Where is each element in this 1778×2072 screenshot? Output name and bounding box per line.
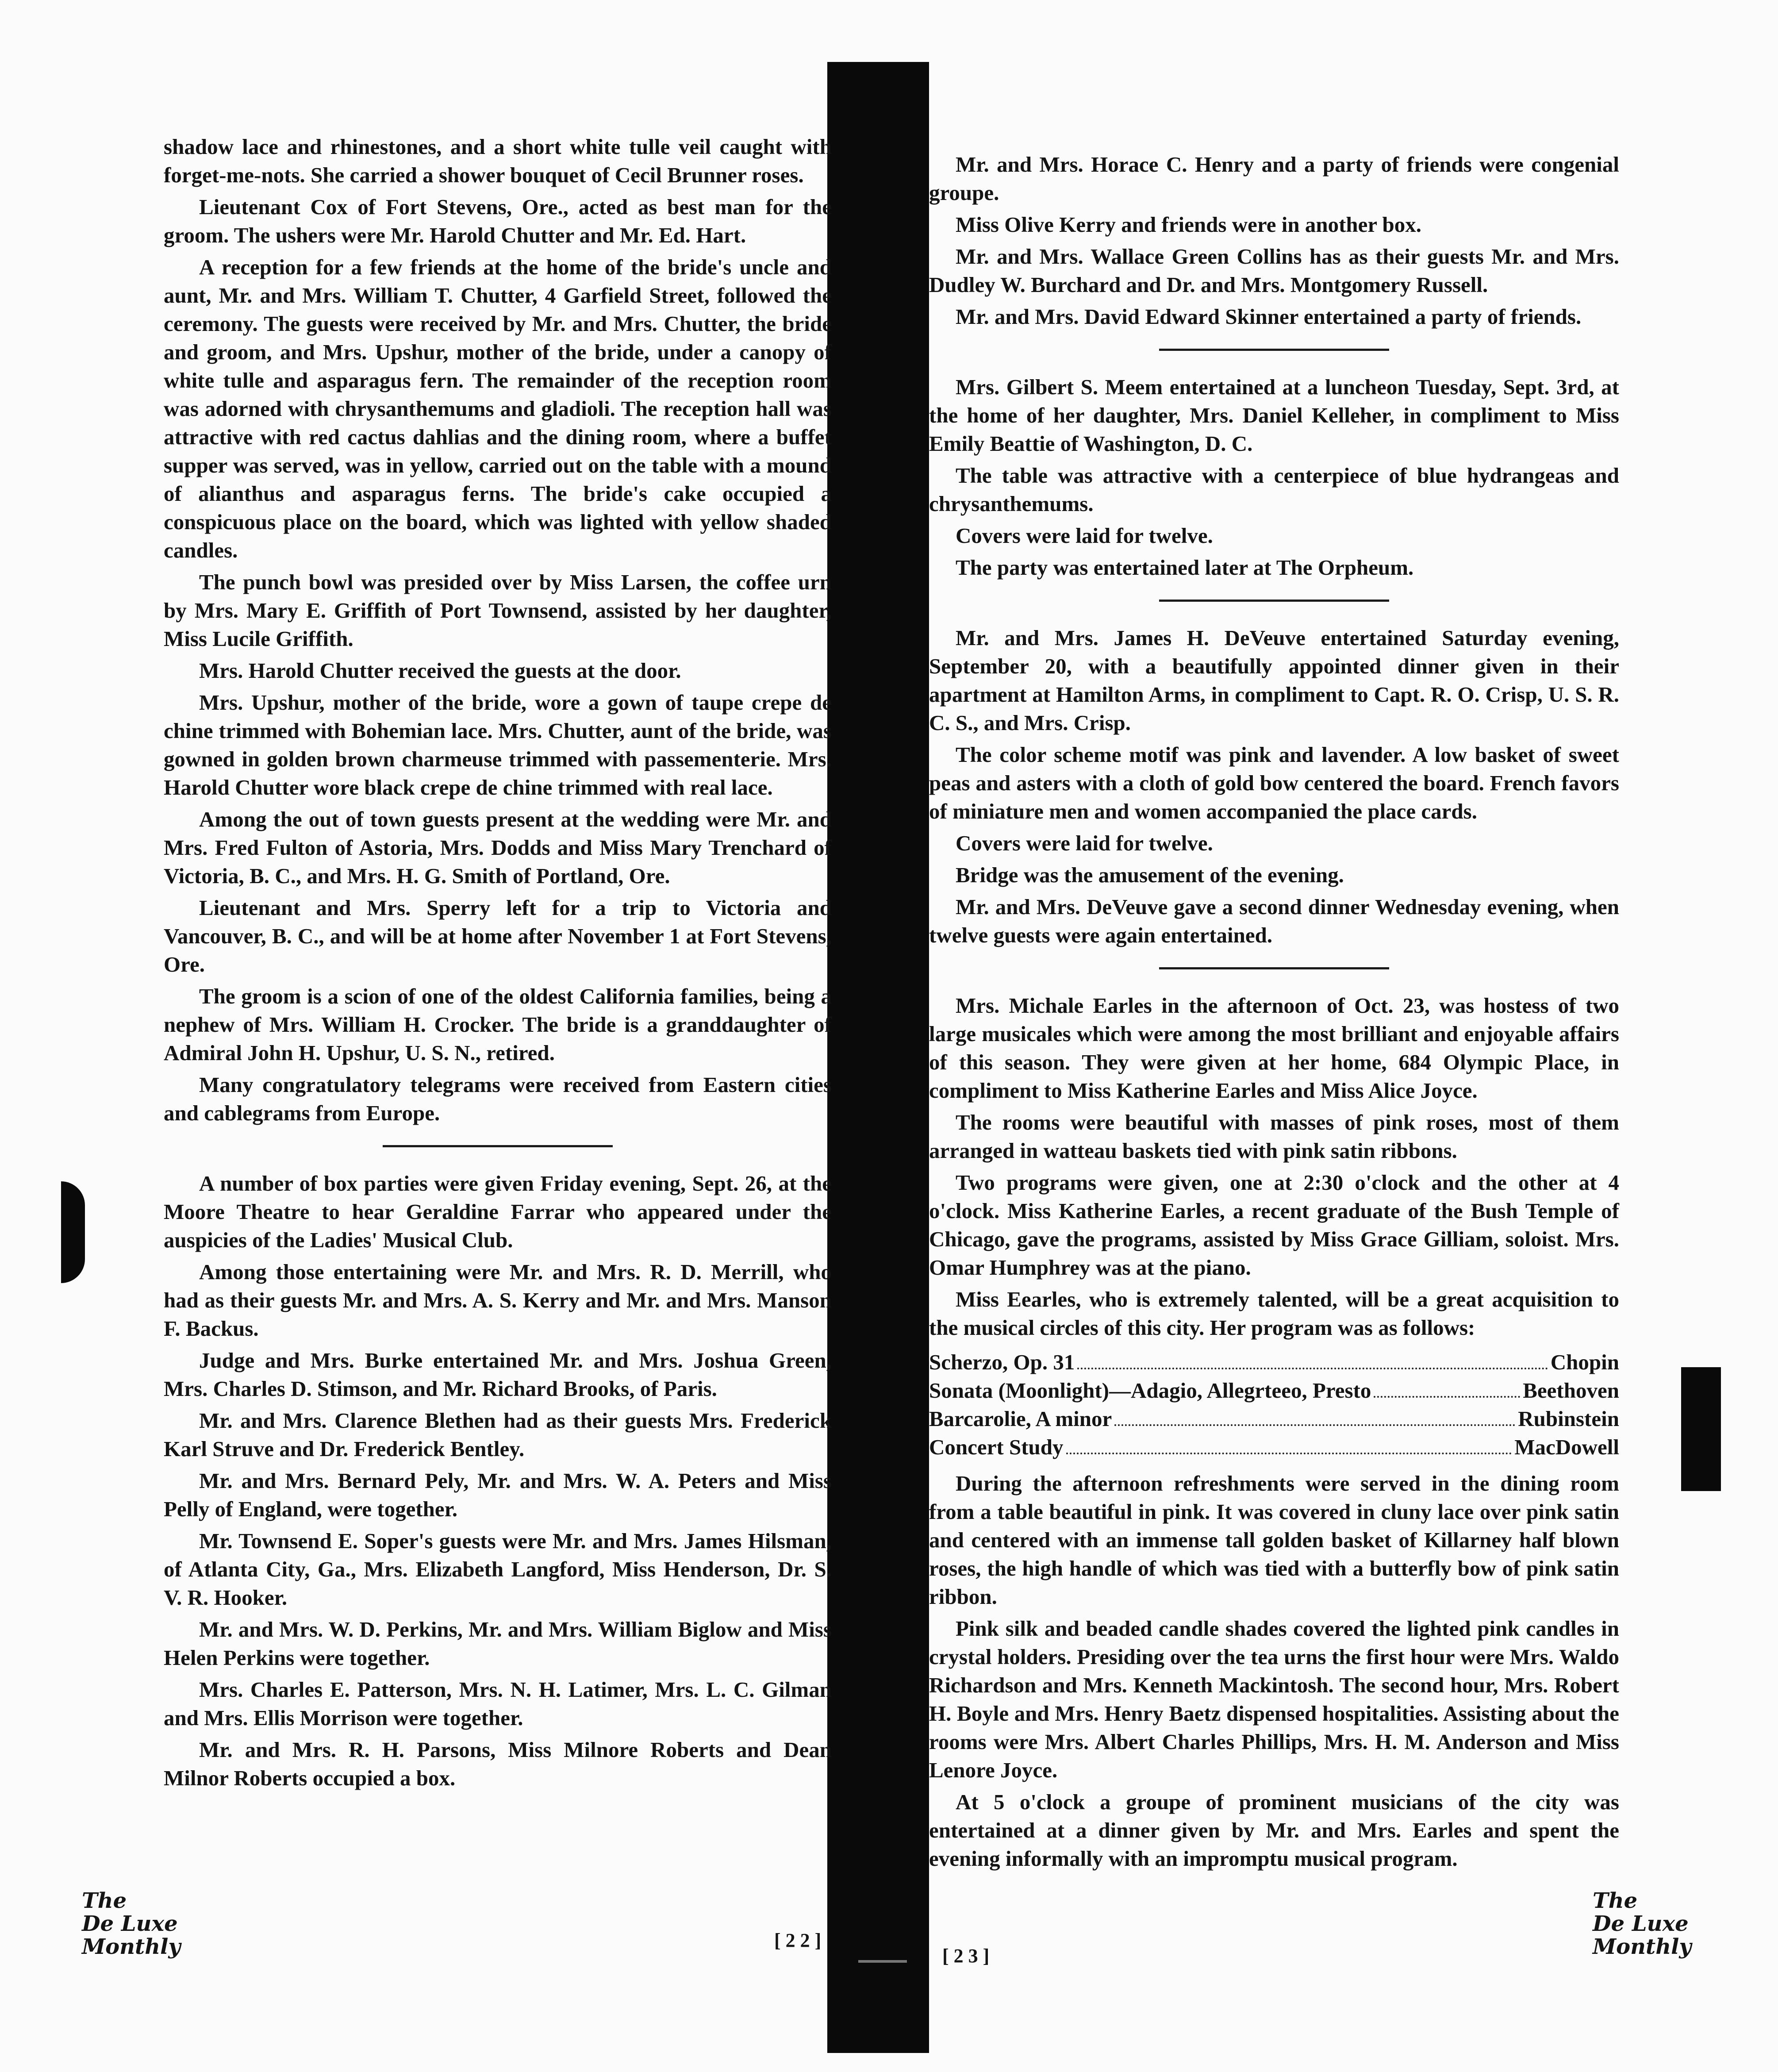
paragraph: Lieutenant Cox of Fort Stevens, Ore., acted as best man for the groom. The ushers were Mr. Harold Chutter and Mr. Ed. Hart. xyxy=(164,195,832,247)
paragraph: A number of box parties were given Friday evening, Sept. 26, at the Moore Theatre to hear Geraldine Farrar who appeared under the auspicies of the Ladies' Musical Club. xyxy=(164,1171,832,1252)
program-piece: Concert Study xyxy=(929,1435,1064,1459)
section-divider xyxy=(1159,967,1389,969)
paragraph: At 5 o'clock a groupe of prominent musicians of the city was entertained at a dinner given by Mr. and Mrs. Earles and spent the evening informally with an impromptu musical program. xyxy=(929,1790,1619,1871)
paragraph: Mr. and Mrs. R. H. Parsons, Miss Milnore Roberts and Dean Milnor Roberts occupied a box. xyxy=(164,1738,832,1790)
paragraph: Mr. and Mrs. W. D. Perkins, Mr. and Mrs. William Biglow and Miss Helen Perkins were together. xyxy=(164,1617,832,1670)
paragraph: Covers were laid for twelve. xyxy=(956,831,1213,855)
section-divider xyxy=(1159,600,1389,602)
paragraph: Judge and Mrs. Burke entertained Mr. and Mrs. Joshua Green, Mrs. Charles D. Stimson, and Mr. Richard Brooks, of Paris. xyxy=(164,1348,832,1401)
program-piece: Barcarolie, A minor xyxy=(929,1407,1112,1431)
program-piece: Sonata (Moonlight)—Adagio, Allegrteeo, Presto xyxy=(929,1378,1371,1403)
paragraph: The table was attractive with a centerpiece of blue hydrangeas and chrysanthemums. xyxy=(929,463,1619,516)
musical-program xyxy=(929,1348,1619,1461)
paragraph: Mrs. Charles E. Patterson, Mrs. N. H. Latimer, Mrs. L. C. Gilman and Mrs. Ellis Morrison were together. xyxy=(164,1677,832,1730)
paragraph: Mr. and Mrs. Clarence Blethen had as their guests Mrs. Frederick Karl Struve and Dr. Frederick Bentley. xyxy=(164,1408,832,1461)
paragraph: The punch bowl was presided over by Miss Larsen, the coffee urn by Mrs. Mary E. Griffith of Port Townsend, assisted by her daughter, Miss Lucile Griffith. xyxy=(164,570,832,651)
masthead-line: The xyxy=(82,1888,127,1913)
dot-leader xyxy=(1077,1368,1548,1369)
program-row xyxy=(929,1376,1619,1405)
paragraph: Mr. and Mrs. Horace C. Henry and a party of friends were congenial groupe. xyxy=(929,152,1619,205)
paragraph: Miss Olive Kerry and friends were in another box. xyxy=(956,212,1421,237)
paragraph: Pink silk and beaded candle shades covered the lighted pink candles in crystal holders. Presiding over the tea urns the first hour were Mrs. Waldo Richardson and Mrs. Kenneth Mackintosh. The second hour, Mrs. Robert H. Boyle and Mrs. Henry Baetz dispensed hospitalities. Assisting about the rooms were Mrs. Albert Charles Phillips, Mrs. H. M. Anderson and Miss Lenore Joyce. xyxy=(929,1616,1619,1782)
dot-leader xyxy=(1066,1453,1512,1454)
gutter-scuff-mark xyxy=(858,1960,907,1963)
paragraph: Mrs. Upshur, mother of the bride, wore a gown of taupe crepe de chine trimmed with Bohemian lace. Mrs. Chutter, aunt of the bride, was gowned in golden brown charmeuse trimmed with passementerie. Mrs. Harold Chutter wore black crepe de chine trimmed with real lace. xyxy=(164,690,832,800)
paragraph: Mrs. Gilbert S. Meem entertained at a luncheon Tuesday, Sept. 3rd, at the home of her daughter, Mrs. Daniel Kelleher, in compliment to Miss Emily Beattie of Washington, D. C. xyxy=(929,375,1619,456)
masthead-line: The xyxy=(1593,1888,1638,1913)
right-page-column xyxy=(929,150,1619,1876)
page-number-right: [ 2 3 ] xyxy=(942,1945,990,1967)
paragraph: shadow lace and rhinestones, and a short white tulle veil caught with forget-me-nots. She carried a shower bouquet of Cecil Brunner roses. xyxy=(164,135,832,187)
paragraph: Bridge was the amusement of the evening. xyxy=(956,863,1344,887)
paragraph: Mrs. Michale Earles in the afternoon of Oct. 23, was hostess of two large musicales which were among the most brilliant and enjoyable affairs of this season. They were given at her home, 684 Olympic Place, in compliment to Miss Katherine Earles and Miss Alice Joyce. xyxy=(929,993,1619,1103)
paragraph: Covers were laid for twelve. xyxy=(956,523,1213,548)
paragraph: Mr. and Mrs. Bernard Pely, Mr. and Mrs. W. A. Peters and Miss Pelly of England, were together. xyxy=(164,1468,832,1521)
section-divider xyxy=(1159,349,1389,351)
program-composer: Chopin xyxy=(1550,1350,1619,1374)
paragraph: During the afternoon refreshments were served in the dining room from a table beautiful in pink. It was covered in cluny lace over pink satin and centered with an immense tall golden basket of Killarney half blown roses, the high handle of which was tied with a butterfly bow of pink satin ribbon. xyxy=(929,1471,1619,1609)
left-page-column xyxy=(164,133,832,1796)
page-number-left: [ 2 2 ] xyxy=(774,1930,822,1951)
program-row xyxy=(929,1348,1619,1376)
paragraph: Mr. and Mrs. DeVeuve gave a second dinner Wednesday evening, when twelve guests were again entertained. xyxy=(929,895,1619,947)
program-composer: MacDowell xyxy=(1514,1435,1619,1459)
program-composer: Rubinstein xyxy=(1518,1407,1619,1431)
paragraph: Mr. and Mrs. David Edward Skinner entertained a party of friends. xyxy=(956,304,1582,329)
paragraph: Mr. and Mrs. James H. DeVeuve entertained Saturday evening, September 20, with a beautifully appointed dinner given in their apartment at Hamilton Arms, in compliment to Capt. R. O. Crisp, U. S. R. C. S., and Mrs. Crisp. xyxy=(929,626,1619,735)
left-edge-mark xyxy=(61,1181,85,1283)
masthead-line: Monthly xyxy=(1593,1934,1692,1959)
paragraph: Miss Eearles, who is extremely talented, will be a great acquisition to the musical circles of this city. Her program was as follows: xyxy=(929,1287,1619,1340)
paragraph: The groom is a scion of one of the oldest California families, being a nephew of Mrs. William H. Crocker. The bride is a granddaughter of Admiral John H. Upshur, U. S. N., retired. xyxy=(164,984,832,1065)
paragraph: Among those entertaining were Mr. and Mrs. R. D. Merrill, who had as their guests Mr. and Mrs. A. S. Kerry and Mr. and Mrs. Manson F. Backus. xyxy=(164,1260,832,1341)
paragraph: Mr. and Mrs. Wallace Green Collins has as their guests Mr. and Mrs. Dudley W. Burchard and Dr. and Mrs. Montgomery Russell. xyxy=(929,244,1619,297)
paragraph: Mrs. Harold Chutter received the guests at the door. xyxy=(199,658,681,683)
dot-leader xyxy=(1114,1424,1515,1426)
paragraph: The rooms were beautiful with masses of pink roses, most of them arranged in watteau baskets tied with pink satin ribbons. xyxy=(929,1110,1619,1163)
masthead-line: Monthly xyxy=(82,1934,181,1959)
paragraph: Two programs were given, one at 2:30 o'clock and the other at 4 o'clock. Miss Katherine Earles, a recent graduate of the Bush Temple of Chicago, gave the programs, assisted by Miss Grace Gilliam, soloist. Mrs. Omar Humphrey was at the piano. xyxy=(929,1170,1619,1280)
program-piece: Scherzo, Op. 31 xyxy=(929,1350,1075,1374)
program-row xyxy=(929,1405,1619,1433)
masthead-line: De Luxe xyxy=(82,1911,178,1936)
paragraph: Lieutenant and Mrs. Sperry left for a trip to Victoria and Vancouver, B. C., and will be at home after November 1 at Fort Stevens, Ore. xyxy=(164,896,832,976)
masthead-left xyxy=(82,1889,180,1958)
paragraph: A reception for a few friends at the home of the bride's uncle and aunt, Mr. and Mrs. William T. Chutter, 4 Garfield Street, followed the ceremony. The guests were received by Mr. and Mrs. Chutter, the bride and groom, and Mrs. Upshur, mother of the bride, under a canopy of white tulle and asparagus fern. The remainder of the reception room was adorned with chrysanthemums and gladioli. The reception hall was attractive with red cactus dahlias and the dining room, where a buffet supper was served, was in yellow, carried out on the table with a mound of alianthus and asparagus ferns. The bride's cake occupied a conspicuous place on the board, which was lighted with yellow shaded candles. xyxy=(164,255,832,562)
paragraph: The party was entertained later at The Orpheum. xyxy=(956,555,1414,580)
masthead-line: De Luxe xyxy=(1593,1911,1689,1936)
section-divider xyxy=(383,1145,613,1147)
program-row xyxy=(929,1433,1619,1461)
right-edge-mark xyxy=(1681,1367,1721,1491)
masthead-right xyxy=(1593,1889,1691,1958)
binding-gutter xyxy=(827,62,929,2053)
paragraph: Among the out of town guests present at the wedding were Mr. and Mrs. Fred Fulton of Astoria, Mrs. Dodds and Miss Mary Trenchard of Victoria, B. C., and Mrs. H. G. Smith of Portland, Ore. xyxy=(164,807,832,888)
paragraph: Mr. Townsend E. Soper's guests were Mr. and Mrs. James Hilsman, of Atlanta City, Ga., Mrs. Elizabeth Langford, Miss Henderson, Dr. S. V. R. Hooker. xyxy=(164,1529,832,1610)
program-composer: Beethoven xyxy=(1523,1378,1619,1403)
paragraph: Many congratulatory telegrams were received from Eastern cities and cablegrams from Europe. xyxy=(164,1073,832,1125)
paragraph: The color scheme motif was pink and lavender. A low basket of sweet peas and asters with a cloth of gold bow centered the board. French favors of miniature men and women accompanied the place cards. xyxy=(929,742,1619,823)
dot-leader xyxy=(1374,1396,1520,1398)
